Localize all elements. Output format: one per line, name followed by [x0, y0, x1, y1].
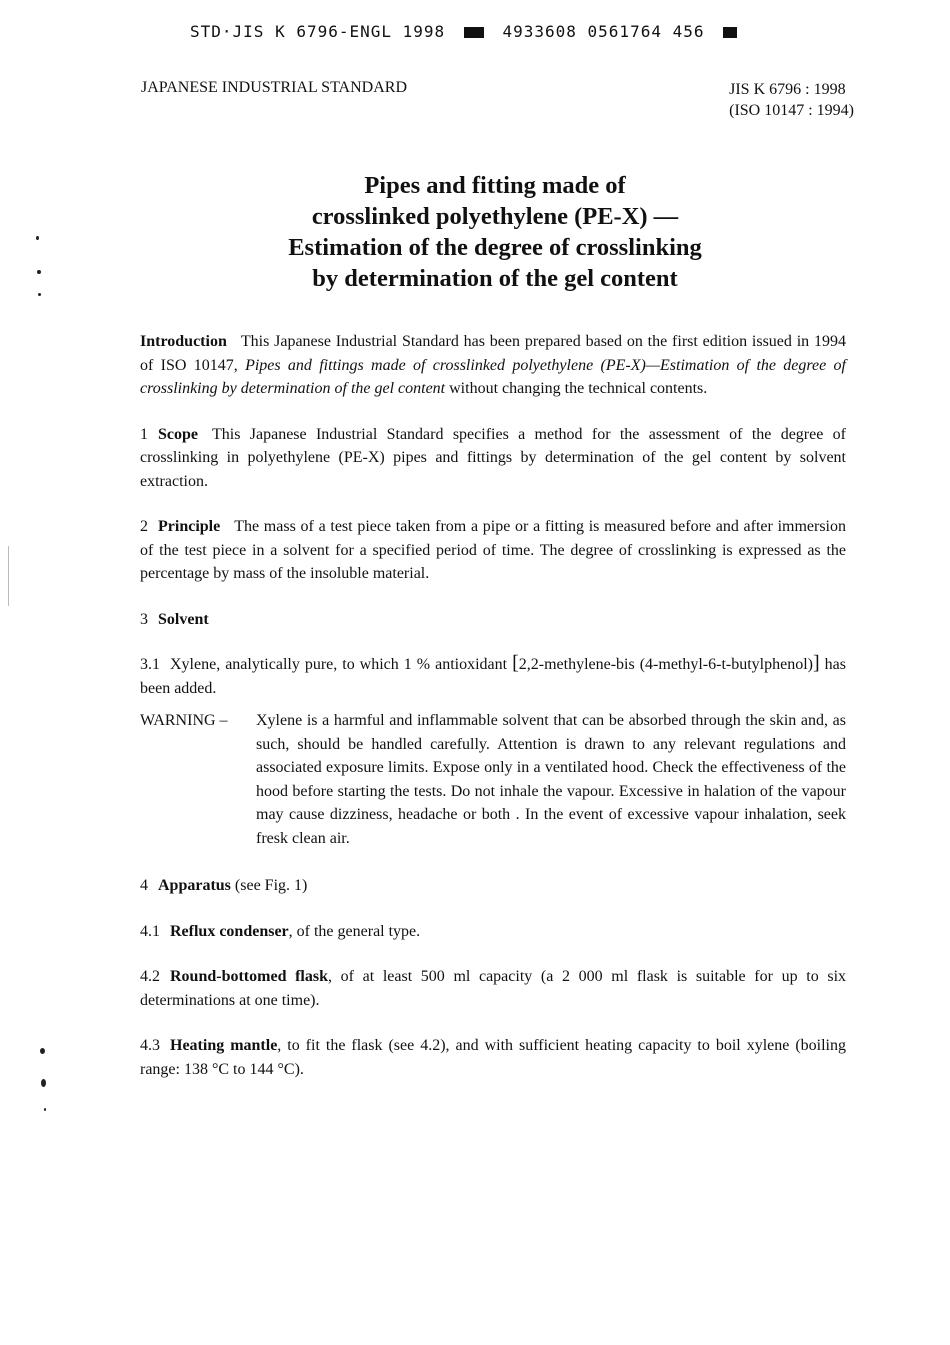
- scan-edge-line: [8, 546, 9, 606]
- subsection-3-1: [140, 653, 846, 700]
- paragraph-text: This Japanese Industrial Standard has been prepared based on the first edition issued in 1994 of ISO 10147,: [140, 333, 846, 374]
- section-heading: Principle: [158, 518, 221, 535]
- section-number: 1: [140, 425, 148, 443]
- apparatus-section-heading: [140, 874, 846, 898]
- section-heading: Introduction: [140, 333, 227, 350]
- warning-block: [140, 709, 846, 850]
- paragraph-text: The mass of a test piece taken from a pipe or a fitting is measured before and after immersion of the test piece in a solvent for a specified period of time. The degree of crosslinking is expressed as the percentage by mass of the insoluble material.: [140, 518, 846, 582]
- bracket: ]: [813, 652, 820, 674]
- apparatus-term: Reflux condenser: [170, 922, 289, 940]
- barcode-number: 4933608 0561764 456: [502, 22, 705, 41]
- section-number: 3: [140, 610, 148, 628]
- scan-speck: [41, 1079, 46, 1087]
- standard-number: [729, 79, 854, 121]
- title-line: Estimation of the degree of crosslinking: [288, 234, 702, 261]
- solvent-section-heading: [140, 608, 846, 632]
- apparatus-term: Round-bottomed flask: [170, 968, 329, 985]
- document-title: [180, 170, 810, 294]
- black-block-mark: [723, 27, 737, 38]
- scope-section: [140, 423, 846, 494]
- paragraph-text: , of at least 500 ml capacity (a 2 000 ml flask is suitable for up to six determinations at one time).: [140, 968, 847, 1009]
- warning-label: WARNING –: [140, 712, 228, 729]
- jis-number: JIS K 6796 : 1998: [729, 81, 846, 98]
- subsection-number: 4.3: [140, 1037, 160, 1054]
- section-number: 2: [140, 518, 148, 535]
- subsection-number: 3.1: [140, 656, 160, 673]
- section-number: 4: [140, 877, 148, 894]
- scan-speck: [44, 1108, 46, 1111]
- document-body: [140, 330, 846, 1103]
- section-heading: Apparatus: [158, 877, 231, 894]
- bracket: [: [512, 652, 519, 674]
- scan-speck: [37, 270, 41, 274]
- standard-code: STD·JIS K 6796-ENGL 1998: [190, 22, 446, 41]
- subsection-4-1: [140, 920, 846, 944]
- paragraph-text: , to fit the flask (see 4.2), and with sufficient heating capacity to boil xylene (boiling range: 138 °C to 144 °C).: [140, 1037, 846, 1078]
- scan-speck: [40, 1048, 45, 1054]
- black-block-mark: [464, 27, 484, 38]
- warning-text: Xylene is a harmful and inflammable solvent that can be absorbed through the skin and, as such, should be handled carefully. Attention is drawn to any relevant regulations and associated exposure limits. Expose only in a ventilated hood. Check the effectiveness of the hood before starting the tests. Do not inhale the vapour. Excessive in halation of the vapour may cause dizziness, headache or both . In the event of excessive vapour inhalation, seek fresk clean air.: [256, 712, 846, 847]
- scan-speck: [38, 293, 41, 296]
- section-heading: Solvent: [158, 610, 209, 628]
- subsection-number: 4.1: [140, 922, 160, 940]
- scan-speck: [36, 236, 39, 240]
- principle-section: [140, 515, 846, 586]
- paragraph-text: has been added.: [140, 656, 847, 697]
- subsection-4-3: [140, 1034, 846, 1081]
- paragraph-text: Xylene, analytically pure, to which 1 % antioxidant: [170, 656, 513, 673]
- title-line: Pipes and fitting made of: [364, 172, 626, 199]
- subsection-number: 4.2: [140, 968, 160, 985]
- subsection-4-2: [140, 965, 846, 1012]
- title-line: crosslinked polyethylene (PE-X) —: [311, 203, 679, 230]
- referenced-title: Pipes and fittings made of crosslinked polyethylene (PE-X)—Estimation of the degree of crosslinking by determination of the gel content: [140, 356, 847, 397]
- paragraph-text: without changing the technical contents.: [445, 380, 708, 397]
- document-code-line: [190, 22, 737, 41]
- paragraph-text: , of the general type.: [288, 922, 421, 940]
- apparatus-term: Heating mantle: [170, 1037, 278, 1054]
- paragraph-text: This Japanese Industrial Standard specifies a method for the assessment of the degree of crosslinking in polyethylene (PE-X) pipes and fittings by determination of the gel content by solvent extraction.: [140, 425, 846, 490]
- introduction-paragraph: [140, 330, 846, 401]
- iso-number: (ISO 10147 : 1994): [729, 102, 854, 119]
- standard-name: JAPANESE INDUSTRIAL STANDARD: [141, 79, 407, 96]
- chemical-name: 2,2-methylene-bis (4-methyl-6-t-butylphenol): [518, 656, 814, 673]
- figure-reference: (see Fig. 1): [230, 877, 308, 894]
- section-heading: Scope: [158, 425, 198, 443]
- title-line: by determination of the gel content: [312, 265, 678, 292]
